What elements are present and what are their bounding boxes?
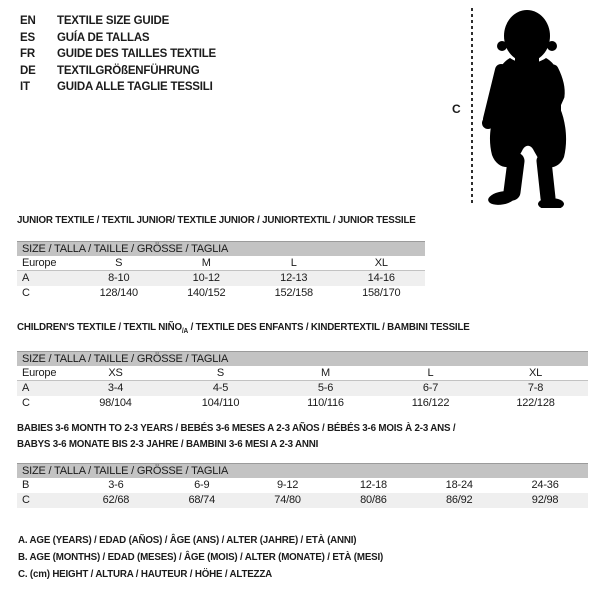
size-cell: M xyxy=(321,367,330,380)
height-cell: 140/152 xyxy=(187,287,226,299)
size-table-header: SIZE / TALLA / TAILLE / GRÖSSE / TAGLIA xyxy=(17,463,588,478)
language-code: FR xyxy=(20,48,35,60)
height-figure xyxy=(440,0,600,215)
table-row xyxy=(17,493,588,508)
row-label: C xyxy=(22,397,30,410)
row-label: A xyxy=(22,272,30,284)
table-row xyxy=(17,381,588,396)
language-code: DE xyxy=(20,64,36,77)
age-cell: 5-6 xyxy=(317,382,334,395)
language-label: TEXTILE SIZE GUIDE xyxy=(57,15,170,27)
size-cell: XL xyxy=(374,257,388,269)
age-cell: 12-18 xyxy=(359,479,387,491)
children-table-section xyxy=(17,321,588,411)
language-label: TEXTILGRÖßENFÜHRUNG xyxy=(57,64,200,77)
height-cell: 116/122 xyxy=(411,397,450,410)
table-row xyxy=(17,478,588,493)
size-table-header: SIZE / TALLA / TAILLE / GRÖSSE / TAGLIA xyxy=(17,351,588,366)
height-cell: 92/98 xyxy=(531,494,559,506)
height-cell: 122/128 xyxy=(516,397,555,410)
language-row-de xyxy=(20,63,216,80)
table-row xyxy=(17,396,588,411)
language-label: GUIDE DES TAILLES TEXTILE xyxy=(57,48,216,60)
size-cell: XL xyxy=(528,367,543,380)
babies-table-title xyxy=(17,420,548,452)
height-cell: 158/170 xyxy=(362,287,401,299)
size-cell: XS xyxy=(108,367,123,380)
legend-age-years: A. AGE (YEARS) / EDAD (AÑOS) / ÂGE (ANS) / ALTER (JAHRE) / ETÀ (ANNI) xyxy=(18,534,357,546)
size-cell: S xyxy=(115,257,123,269)
legend-age-months: B. AGE (MONTHS) / EDAD (MESES) / ÂGE (MOIS) / ALTER (MONATE) / ETÀ (MESI) xyxy=(18,551,384,563)
language-label: GUIDA ALLE TAGLIE TESSILI xyxy=(57,81,213,93)
language-row-it xyxy=(20,79,216,96)
children-table-title xyxy=(17,321,548,338)
size-cell: S xyxy=(216,367,225,380)
height-cell: 74/80 xyxy=(274,494,301,506)
age-cell: 6-7 xyxy=(422,382,439,395)
row-label: Europe xyxy=(22,257,57,269)
age-cell: 9-12 xyxy=(276,479,299,491)
junior-size-table xyxy=(17,241,425,301)
height-measure-line xyxy=(471,8,473,206)
measurement-legend xyxy=(18,532,411,583)
language-row-en xyxy=(20,13,216,30)
height-cell: 110/116 xyxy=(307,397,344,410)
language-label: GUÍA DE TALLAS xyxy=(57,31,150,44)
language-code: IT xyxy=(20,81,30,93)
title-line-2: BABYS 3-6 MONATE BIS 2-3 JAHRE / BAMBINI 3-6 MESI A 2-3 ANNI xyxy=(17,438,319,450)
age-cell: 3-4 xyxy=(107,382,124,395)
age-cell: 12-13 xyxy=(280,272,308,284)
row-label: B xyxy=(22,479,30,491)
size-table-header: SIZE / TALLA / TAILLE / GRÖSSE / TAGLIA xyxy=(17,241,425,256)
title-line-1: BABIES 3-6 MONTH TO 2-3 YEARS / BEBÉS 3-6 MESES A 2-3 AÑOS / BÉBÉS 3-6 MOIS À 2-3 ANS / xyxy=(17,422,456,434)
age-cell: 24-36 xyxy=(531,479,559,491)
language-guide xyxy=(20,13,216,96)
junior-table-title: JUNIOR TEXTILE / TEXTIL JUNIOR/ TEXTILE JUNIOR / JUNIORTEXTIL / JUNIOR TESSILE xyxy=(17,214,416,226)
baby-silhouette-icon xyxy=(480,6,592,208)
age-cell: 4-5 xyxy=(212,382,229,395)
language-row-es xyxy=(20,30,216,47)
row-label: A xyxy=(22,382,30,395)
babies-table-section xyxy=(17,420,588,508)
title-text: CHILDREN'S TEXTILE / TEXTIL NIÑO xyxy=(17,321,182,333)
language-code: EN xyxy=(20,15,36,27)
height-cell: 98/104 xyxy=(99,397,132,410)
row-label: Europe xyxy=(22,367,57,380)
table-row xyxy=(17,256,425,271)
junior-table-section xyxy=(17,214,446,301)
row-label: C xyxy=(22,494,30,506)
table-row xyxy=(17,366,588,381)
age-cell: 14-16 xyxy=(367,272,395,284)
table-row xyxy=(17,286,425,301)
language-code: ES xyxy=(20,31,35,44)
babies-size-table xyxy=(17,463,588,508)
height-cell: 152/158 xyxy=(274,287,313,299)
age-cell: 3-6 xyxy=(108,479,124,491)
age-cell: 18-24 xyxy=(445,479,473,491)
height-cell: 80/86 xyxy=(360,494,387,506)
age-cell: 6-9 xyxy=(194,479,210,491)
height-cell: 68/74 xyxy=(188,494,215,506)
language-row-fr xyxy=(20,46,216,63)
age-cell: 7-8 xyxy=(527,382,544,395)
height-cell: 128/140 xyxy=(99,287,138,299)
height-cell: 104/110 xyxy=(201,397,240,410)
height-cell: 62/68 xyxy=(102,494,130,506)
title-subscript: /A xyxy=(181,328,189,336)
height-measure-label: C xyxy=(452,102,461,116)
height-cell: 86/92 xyxy=(445,494,473,506)
table-row xyxy=(17,271,425,286)
size-cell: L xyxy=(290,257,297,269)
title-text: / TEXTILE DES ENFANTS / KINDERTEXTIL / BAMBINI TESSILE xyxy=(188,321,470,333)
row-label: C xyxy=(22,287,30,299)
size-cell: M xyxy=(201,257,211,269)
children-size-table xyxy=(17,351,588,411)
age-cell: 8-10 xyxy=(108,272,130,284)
legend-height: C. (cm) HEIGHT / ALTURA / HAUTEUR / HÖHE / ALTEZZA xyxy=(18,568,272,580)
age-cell: 10-12 xyxy=(192,272,220,284)
size-cell: L xyxy=(427,367,434,380)
